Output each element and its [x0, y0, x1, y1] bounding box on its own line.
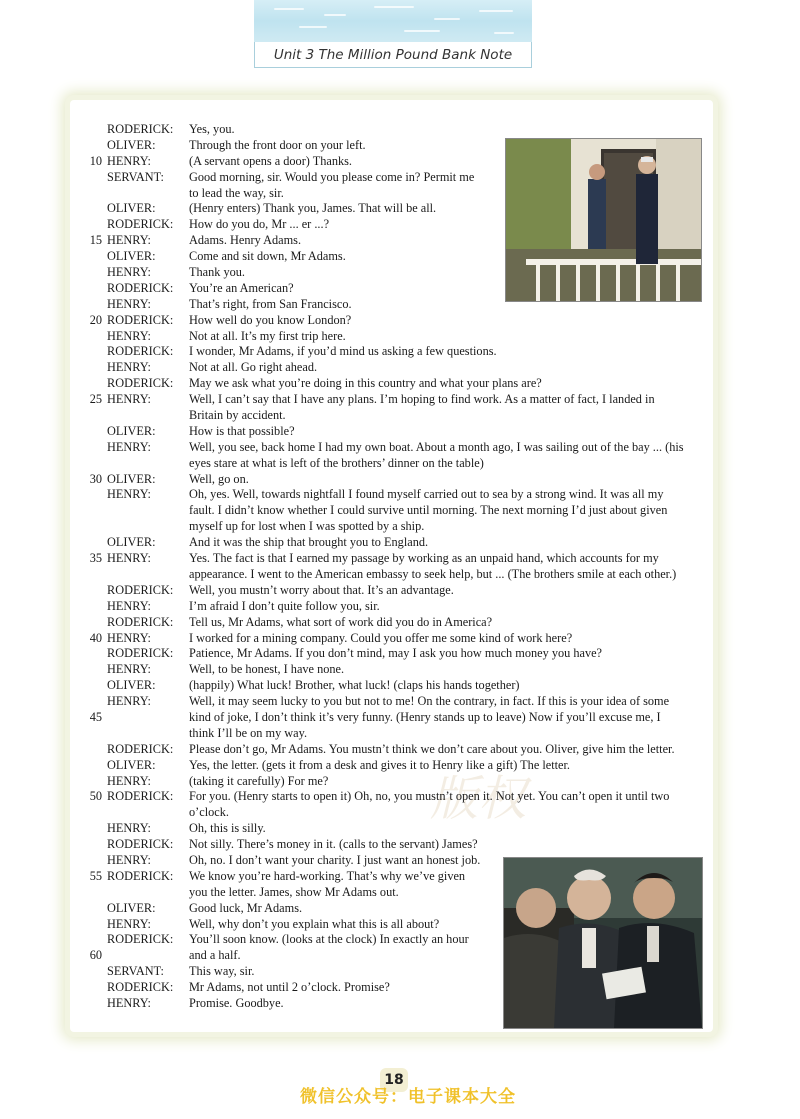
speaker-name: HENRY:	[107, 328, 151, 343]
line-number: 10	[89, 153, 102, 168]
dialogue-text: Not at all. It’s my first trip here.	[189, 328, 346, 343]
watermark: 版权	[430, 771, 527, 827]
speaker-name: RODERICK:	[107, 837, 174, 852]
dialogue-text: Well, to be honest, I have none.	[189, 662, 345, 677]
line-number: 55	[89, 868, 102, 883]
dialogue-text: appearance. I went to the American embassy to seek help, but ... (The brothers smile at each other.)	[189, 566, 677, 581]
dialogue-text: Patience, Mr Adams. If you don’t mind, may I ask you how much money you have?	[189, 646, 603, 661]
dialogue-line	[78, 313, 708, 329]
dialogue-text: Well, it may seem lucky to you but not to me! On the contrary, in fact. If this is your idea of some	[189, 694, 670, 709]
dialogue-line	[78, 567, 708, 583]
dialogue-text: Well, why don’t you explain what this is all about?	[189, 916, 440, 931]
dialogue-text: I wonder, Mr Adams, if you’d mind us asking a few questions.	[189, 344, 497, 359]
dialogue-text: For you. (Henry starts to open it) Oh, no, you mustn’t open it. Not yet. You can’t open it until two	[189, 789, 670, 804]
speaker-name: RODERICK:	[107, 582, 174, 597]
speaker-name: OLIVER:	[107, 535, 156, 550]
dialogue-line	[78, 583, 708, 599]
dialogue-text: Yes, you.	[189, 122, 235, 136]
dialogue-line	[78, 631, 708, 647]
line-number: 50	[89, 789, 102, 804]
line-number: 40	[89, 630, 102, 645]
photo-brothers-scene	[503, 857, 703, 1029]
dialogue-text: Through the front door on your left.	[189, 137, 366, 152]
dialogue-text: fault. I didn’t know whether I could survive until morning. The next morning I’d just about given	[189, 503, 668, 518]
dialogue-line	[78, 662, 708, 678]
dialogue-line	[78, 408, 708, 424]
dialogue-text: How well do you know London?	[189, 312, 352, 327]
dialogue-text: Good luck, Mr Adams.	[189, 900, 303, 915]
dialogue-text: Well, I can’t say that I have any plans. I’m hoping to find work. As a matter of fact, I landed in	[189, 392, 655, 407]
dialogue-line	[78, 535, 708, 551]
dialogue-text: Oh, yes. Well, towards nightfall I found myself carried out to sea by a strong wind. It was all my	[189, 487, 664, 502]
dialogue-line	[78, 440, 708, 456]
dialogue-text: I’m afraid I don’t quite follow you, sir.	[189, 598, 380, 613]
dialogue-line	[78, 646, 708, 662]
dialogue-text: Not at all. Go right ahead.	[189, 360, 318, 375]
dialogue-text: We know you’re hard-working. That’s why we’ve given	[189, 868, 466, 883]
dialogue-line	[78, 122, 708, 138]
dialogue-text: That’s right, from San Francisco.	[189, 296, 352, 311]
dialogue-text: Not silly. There’s money in it. (calls to the servant) James?	[189, 837, 478, 852]
dialogue-text: (Henry enters) Thank you, James. That will be all.	[189, 201, 437, 216]
dialogue-text: How is that possible?	[189, 423, 295, 438]
dialogue-text: Tell us, Mr Adams, what sort of work did you do in America?	[189, 614, 493, 629]
dialogue-text: and a half.	[189, 948, 241, 963]
dialogue-text: I worked for a mining company. Could you offer me some kind of work here?	[189, 630, 573, 645]
speaker-name: HENRY:	[107, 551, 151, 566]
dialogue-text: Oh, this is silly.	[189, 821, 266, 836]
dialogue-line	[78, 726, 708, 742]
speaker-name: SERVANT:	[107, 964, 164, 979]
dialogue-text: And it was the ship that brought you to England.	[189, 535, 429, 550]
wechat-footer-text: 微信公众号：电子课本大全	[300, 1087, 516, 1107]
dialogue-line	[78, 710, 708, 726]
speaker-name: HENRY:	[107, 296, 151, 311]
speaker-name: HENRY:	[107, 233, 151, 248]
dialogue-line	[78, 519, 708, 535]
speaker-name: HENRY:	[107, 153, 151, 168]
unit-title: Unit 3 The Million Pound Bank Note	[254, 42, 532, 68]
line-number: 20	[89, 312, 102, 327]
line-number: 60	[89, 948, 102, 963]
speaker-name: RODERICK:	[107, 868, 174, 883]
dialogue-line	[78, 487, 708, 503]
dialogue-line	[78, 360, 708, 376]
dialogue-text: Please don’t go, Mr Adams. You mustn’t think we don’t care about you. Oliver, give him the letter.	[189, 741, 675, 756]
speaker-name: OLIVER:	[107, 471, 156, 486]
speaker-name: HENRY:	[107, 662, 151, 677]
dialogue-line	[78, 329, 708, 345]
dialogue-text: Come and sit down, Mr Adams.	[189, 249, 346, 264]
speaker-name: SERVANT:	[107, 169, 164, 184]
dialogue-text: Yes. The fact is that I earned my passage by working as an unpaid hand, which accounts for my	[189, 551, 659, 566]
dialogue-line	[78, 694, 708, 710]
dialogue-text: This way, sir.	[189, 964, 255, 979]
dialogue-text: You’ll soon know. (looks at the clock) In exactly an hour	[189, 932, 469, 947]
dialogue-text: Oh, no. I don’t want your charity. I just want an honest job.	[189, 852, 481, 867]
dialogue-line	[78, 551, 708, 567]
speaker-name: HENRY:	[107, 916, 151, 931]
dialogue-text: myself up for lost when I was spotted by a ship.	[189, 519, 425, 534]
speaker-name: RODERICK:	[107, 217, 174, 232]
line-number: 25	[89, 392, 102, 407]
speaker-name: HENRY:	[107, 265, 151, 280]
speaker-name: HENRY:	[107, 630, 151, 645]
dialogue-text: eyes stare at what is left of the brothers’ dinner on the table)	[189, 455, 484, 470]
speaker-name: HENRY:	[107, 995, 151, 1010]
dialogue-text: Mr Adams, not until 2 o’clock. Promise?	[189, 980, 390, 995]
dialogue-line	[78, 758, 708, 774]
dialogue-text: You’re an American?	[189, 280, 294, 295]
speaker-name: HENRY:	[107, 360, 151, 375]
speaker-name: OLIVER:	[107, 249, 156, 264]
line-number: 30	[89, 471, 102, 486]
speaker-name: HENRY:	[107, 821, 151, 836]
speaker-name: HENRY:	[107, 487, 151, 502]
dialogue-text: How do you do, Mr ... er ...?	[189, 217, 330, 232]
speaker-name: HENRY:	[107, 852, 151, 867]
speaker-name: HENRY:	[107, 773, 151, 788]
speaker-name: OLIVER:	[107, 757, 156, 772]
dialogue-line	[78, 392, 708, 408]
dialogue-text: Good morning, sir. Would you please come in? Permit me	[189, 169, 475, 184]
speaker-name: OLIVER:	[107, 678, 156, 693]
speaker-name: RODERICK:	[107, 280, 174, 295]
speaker-name: OLIVER:	[107, 137, 156, 152]
dialogue-text: kind of joke, I don’t think it’s very funny. (Henry stands up to leave) Now if you’ll excuse me, I	[189, 709, 661, 724]
dialogue-line	[78, 774, 708, 790]
speaker-name: RODERICK:	[107, 789, 174, 804]
speaker-name: RODERICK:	[107, 932, 174, 947]
dialogue-text: think I’ll be on my way.	[189, 725, 308, 740]
speaker-name: OLIVER:	[107, 201, 156, 216]
dialogue-line	[78, 456, 708, 472]
speaker-name: RODERICK:	[107, 980, 174, 995]
dialogue-line	[78, 424, 708, 440]
speaker-name: RODERICK:	[107, 646, 174, 661]
dialogue-text: Promise. Goodbye.	[189, 995, 284, 1010]
speaker-name: RODERICK:	[107, 122, 174, 136]
speaker-name: HENRY:	[107, 598, 151, 613]
dialogue-text: (happily) What luck! Brother, what luck! (claps his hands together)	[189, 678, 520, 693]
dialogue-line	[78, 376, 708, 392]
dialogue-text: (taking it carefully) For me?	[189, 773, 329, 788]
dialogue-text: to lead the way, sir.	[189, 185, 284, 200]
line-number: 45	[89, 709, 102, 724]
speaker-name: HENRY:	[107, 694, 151, 709]
photo-door-scene	[505, 138, 702, 302]
dialogue-line	[78, 344, 708, 360]
dialogue-text: you the letter. James, show Mr Adams out.	[189, 884, 399, 899]
dialogue-line	[78, 599, 708, 615]
dialogue-text: May we ask what you’re doing in this country and what your plans are?	[189, 376, 542, 391]
dialogue-text: Well, go on.	[189, 471, 249, 486]
dialogue-line	[78, 472, 708, 488]
line-number: 35	[89, 551, 102, 566]
dialogue-line	[78, 837, 708, 853]
speaker-name: RODERICK:	[107, 344, 174, 359]
speaker-name: RODERICK:	[107, 376, 174, 391]
dialogue-text: (A servant opens a door) Thanks.	[189, 153, 353, 168]
dialogue-text: Thank you.	[189, 265, 246, 280]
dialogue-text: Well, you see, back home I had my own boat. About a month ago, I was sailing out of the bay ... (his	[189, 439, 684, 454]
speaker-name: RODERICK:	[107, 741, 174, 756]
speaker-name: HENRY:	[107, 392, 151, 407]
speaker-name: RODERICK:	[107, 614, 174, 629]
header-banner	[254, 0, 532, 42]
speaker-name: OLIVER:	[107, 900, 156, 915]
speaker-name: HENRY:	[107, 439, 151, 454]
dialogue-line	[78, 503, 708, 519]
dialogue-line	[78, 742, 708, 758]
dialogue-line	[78, 789, 708, 805]
dialogue-text: o’clock.	[189, 805, 229, 820]
speaker-name: OLIVER:	[107, 423, 156, 438]
line-number: 15	[89, 233, 102, 248]
speaker-name: RODERICK:	[107, 312, 174, 327]
dialogue-line	[78, 821, 708, 837]
dialogue-text: Yes, the letter. (gets it from a desk and gives it to Henry like a gift) The letter.	[189, 757, 571, 772]
dialogue-line	[78, 615, 708, 631]
dialogue-text: Britain by accident.	[189, 408, 286, 423]
dialogue-text: Well, you mustn’t worry about that. It’s an advantage.	[189, 582, 454, 597]
dialogue-line	[78, 678, 708, 694]
dialogue-text: Adams. Henry Adams.	[189, 233, 302, 248]
page-number: 18	[380, 1068, 408, 1092]
dialogue-line	[78, 805, 708, 821]
